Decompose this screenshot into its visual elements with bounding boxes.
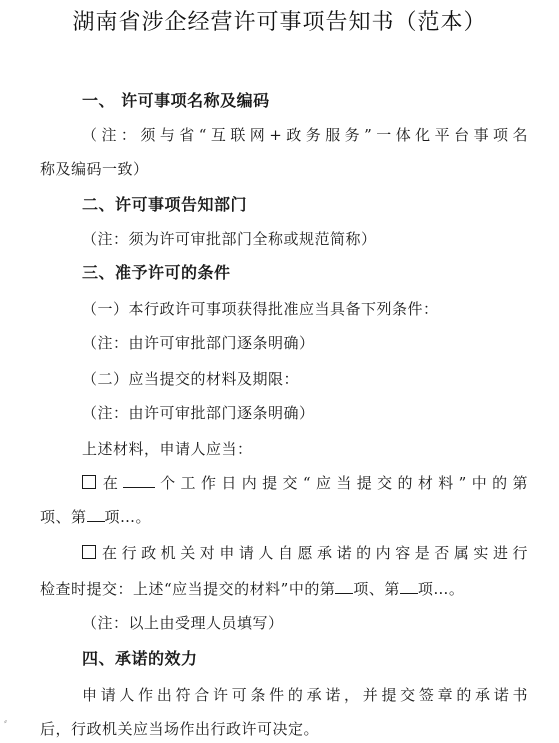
option2-text-c: 项…。: [417, 580, 465, 598]
option2-checkbox[interactable]: [82, 545, 96, 559]
item-number-blank[interactable]: [335, 579, 353, 594]
document-title: 湖南省涉企经营许可事项告知书（范本）: [72, 10, 487, 35]
option1-text-b: 个工作日内提交“应当提交的材料”中的第: [155, 474, 528, 492]
margin-mark: ⸗: [4, 717, 7, 727]
applicant-should-text: 上述材料，申请人应当：: [82, 440, 253, 458]
section3-heading: 三、准予许可的条件: [82, 263, 231, 282]
section1-note-line2: 称及编码一致）: [40, 160, 149, 178]
days-blank[interactable]: [123, 473, 155, 488]
section2-heading: 二、许可事项告知部门: [82, 195, 248, 214]
section2-note: （注：须为许可审批部门全称或规范简称）: [82, 230, 377, 248]
option1-text-a: 在: [98, 474, 124, 492]
section3-item1: （一）本行政许可事项获得批准应当具备下列条件：: [82, 300, 439, 318]
section4-heading: 四、承诺的效力: [82, 649, 198, 668]
section1-heading: 一、 许可事项名称及编码: [82, 91, 270, 110]
option1-text-d: 项…。: [104, 508, 152, 526]
option1-text-c: 项、第: [40, 508, 87, 526]
section1-note-line1: （注：须与省“互联网+政务服务”一体化平台事项名: [82, 126, 528, 144]
item-number-blank[interactable]: [400, 579, 418, 594]
section3-item2-note: （注：由许可审批部门逐条明确）: [82, 404, 315, 422]
option1-checkbox[interactable]: [82, 475, 96, 489]
option2-text-a: 检查时提交：上述“应当提交的材料”中的第: [40, 580, 336, 598]
option1-line2: [40, 506, 151, 528]
option2-text-b: 项、第: [353, 580, 400, 598]
item-number-blank[interactable]: [87, 507, 105, 522]
section4-text-line2: 后，行政机关应当场作出行政许可决定。: [40, 720, 320, 738]
section3-item2: （二）应当提交的材料及期限：: [82, 370, 300, 388]
section3-item1-note: （注：由许可审批部门逐条明确）: [82, 334, 315, 352]
option2-line1: [82, 542, 528, 564]
filled-by-note: （注：以上由受理人员填写）: [82, 614, 284, 632]
option2-line2: [40, 578, 464, 600]
option1-line1: [82, 472, 528, 494]
section4-text-line1: 申请人作出符合许可条件的承诺，并提交签章的承诺书: [82, 686, 528, 704]
option2-text-line1: 在行政机关对申请人自愿承诺的内容是否属实进行: [98, 544, 528, 562]
